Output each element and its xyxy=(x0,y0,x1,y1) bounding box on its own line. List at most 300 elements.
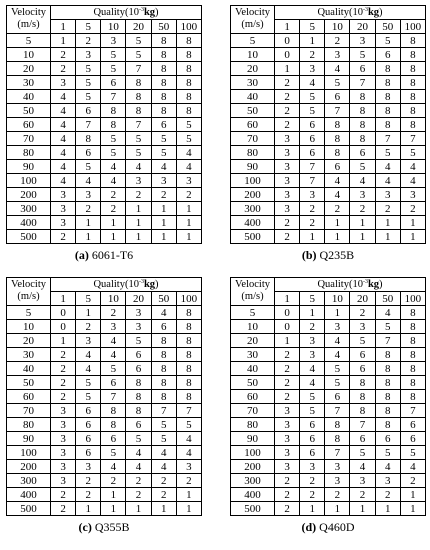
value-cell: 3 xyxy=(350,320,375,334)
quality-exponent: -3 xyxy=(362,6,368,13)
value-cell: 4 xyxy=(126,160,151,174)
value-cell: 8 xyxy=(176,348,201,362)
velocity-cell: 500 xyxy=(7,230,51,244)
value-cell: 8 xyxy=(151,48,176,62)
value-cell: 4 xyxy=(375,174,400,188)
table-row xyxy=(7,146,202,160)
value-cell: 5 xyxy=(126,132,151,146)
value-cell: 5 xyxy=(126,146,151,160)
quality-column-header: 50 xyxy=(151,292,176,306)
value-cell: 1 xyxy=(76,216,101,230)
value-cell: 0 xyxy=(275,34,300,48)
value-cell: 5 xyxy=(126,334,151,348)
value-cell: 2 xyxy=(101,474,126,488)
value-cell: 8 xyxy=(375,404,400,418)
value-cell: 5 xyxy=(76,76,101,90)
velocity-cell: 40 xyxy=(231,90,275,104)
data-table xyxy=(230,277,426,516)
value-cell: 5 xyxy=(176,118,201,132)
value-cell: 1 xyxy=(325,216,350,230)
value-cell: 2 xyxy=(76,34,101,48)
value-cell: 6 xyxy=(76,146,101,160)
table-row xyxy=(231,376,426,390)
value-cell: 2 xyxy=(325,488,350,502)
value-cell: 2 xyxy=(275,216,300,230)
value-cell: 5 xyxy=(101,446,126,460)
value-cell: 5 xyxy=(350,334,375,348)
value-cell: 5 xyxy=(325,376,350,390)
value-cell: 4 xyxy=(325,348,350,362)
velocity-label: Velocity xyxy=(11,279,46,290)
value-cell: 6 xyxy=(375,48,400,62)
value-cell: 8 xyxy=(400,362,425,376)
velocity-cell: 400 xyxy=(7,216,51,230)
value-cell: 6 xyxy=(350,432,375,446)
value-cell: 4 xyxy=(51,132,76,146)
value-cell: 3 xyxy=(76,188,101,202)
velocity-cell: 60 xyxy=(231,390,275,404)
value-cell: 6 xyxy=(151,320,176,334)
velocity-cell: 60 xyxy=(231,118,275,132)
value-cell: 1 xyxy=(101,216,126,230)
velocity-cell: 100 xyxy=(231,174,275,188)
value-cell: 8 xyxy=(350,118,375,132)
value-cell: 1 xyxy=(400,488,425,502)
value-cell: 1 xyxy=(176,230,201,244)
value-cell: 5 xyxy=(76,376,101,390)
caption-material: Q235B xyxy=(319,248,355,262)
quality-column-header: 100 xyxy=(176,20,201,34)
value-cell: 7 xyxy=(375,334,400,348)
value-cell: 7 xyxy=(76,118,101,132)
velocity-cell: 70 xyxy=(7,132,51,146)
value-cell: 6 xyxy=(126,418,151,432)
value-cell: 8 xyxy=(350,376,375,390)
value-cell: 2 xyxy=(101,306,126,320)
value-cell: 3 xyxy=(350,474,375,488)
value-cell: 3 xyxy=(76,334,101,348)
value-cell: 0 xyxy=(275,48,300,62)
value-cell: 8 xyxy=(400,390,425,404)
quality-column-header: 10 xyxy=(101,20,126,34)
value-cell: 2 xyxy=(51,390,76,404)
value-cell: 8 xyxy=(350,104,375,118)
velocity-cell: 50 xyxy=(231,376,275,390)
velocity-unit: (m/s) xyxy=(17,291,40,302)
data-table xyxy=(6,277,202,516)
quality-header xyxy=(275,278,426,292)
value-cell: 8 xyxy=(176,334,201,348)
value-cell: 4 xyxy=(151,306,176,320)
data-table xyxy=(230,5,426,244)
value-cell: 3 xyxy=(126,306,151,320)
value-cell: 2 xyxy=(275,474,300,488)
table-row xyxy=(231,390,426,404)
quality-unit: kg xyxy=(143,6,156,18)
velocity-label: Velocity xyxy=(11,7,46,18)
quality-column-header: 10 xyxy=(325,292,350,306)
value-cell: 2 xyxy=(275,488,300,502)
value-cell: 4 xyxy=(300,76,325,90)
table-row xyxy=(231,90,426,104)
table-row xyxy=(231,460,426,474)
value-cell: 7 xyxy=(126,118,151,132)
quality-prefix: Quality(10 xyxy=(93,278,139,290)
value-cell: 7 xyxy=(325,446,350,460)
velocity-cell: 70 xyxy=(7,404,51,418)
value-cell: 1 xyxy=(275,62,300,76)
value-cell: 2 xyxy=(275,348,300,362)
table-row xyxy=(7,320,202,334)
quality-column-header: 50 xyxy=(375,20,400,34)
quality-column-header: 20 xyxy=(126,20,151,34)
value-cell: 2 xyxy=(51,502,76,516)
value-cell: 1 xyxy=(126,230,151,244)
velocity-header xyxy=(231,6,275,34)
table-row xyxy=(231,216,426,230)
table-row xyxy=(231,34,426,48)
velocity-cell: 500 xyxy=(231,502,275,516)
value-cell: 5 xyxy=(101,146,126,160)
table-row xyxy=(7,90,202,104)
value-cell: 3 xyxy=(275,418,300,432)
value-cell: 6 xyxy=(350,348,375,362)
value-cell: 3 xyxy=(325,48,350,62)
value-cell: 3 xyxy=(51,216,76,230)
table-row xyxy=(231,418,426,432)
table-row xyxy=(231,334,426,348)
value-cell: 3 xyxy=(51,460,76,474)
velocity-cell: 30 xyxy=(231,348,275,362)
value-cell: 1 xyxy=(375,216,400,230)
value-cell: 4 xyxy=(101,460,126,474)
quality-unit: kg xyxy=(367,6,380,18)
table-row xyxy=(7,376,202,390)
value-cell: 4 xyxy=(300,362,325,376)
velocity-cell: 300 xyxy=(7,474,51,488)
value-cell: 1 xyxy=(51,34,76,48)
value-cell: 6 xyxy=(101,376,126,390)
value-cell: 8 xyxy=(151,376,176,390)
value-cell: 4 xyxy=(51,160,76,174)
value-cell: 8 xyxy=(325,132,350,146)
value-cell: 5 xyxy=(300,390,325,404)
table-row xyxy=(231,320,426,334)
table-panel-q235b xyxy=(230,5,426,263)
quality-exponent: -3 xyxy=(138,278,144,285)
value-cell: 7 xyxy=(101,90,126,104)
value-cell: 6 xyxy=(300,446,325,460)
value-cell: 1 xyxy=(76,230,101,244)
quality-prefix: Quality(10 xyxy=(317,278,363,290)
value-cell: 4 xyxy=(375,306,400,320)
value-cell: 6 xyxy=(76,432,101,446)
value-cell: 8 xyxy=(375,76,400,90)
value-cell: 2 xyxy=(275,376,300,390)
value-cell: 8 xyxy=(400,76,425,90)
value-cell: 2 xyxy=(275,118,300,132)
value-cell: 2 xyxy=(300,216,325,230)
velocity-cell: 90 xyxy=(231,432,275,446)
value-cell: 8 xyxy=(176,390,201,404)
velocity-cell: 100 xyxy=(7,446,51,460)
value-cell: 8 xyxy=(400,306,425,320)
value-cell: 5 xyxy=(375,146,400,160)
value-cell: 8 xyxy=(375,418,400,432)
value-cell: 8 xyxy=(400,334,425,348)
value-cell: 8 xyxy=(400,62,425,76)
quality-suffix: ) xyxy=(155,278,159,290)
quality-column-header: 1 xyxy=(51,292,76,306)
value-cell: 6 xyxy=(151,118,176,132)
velocity-label: Velocity xyxy=(235,279,270,290)
value-cell: 2 xyxy=(350,306,375,320)
value-cell: 3 xyxy=(300,460,325,474)
value-cell: 8 xyxy=(176,76,201,90)
value-cell: 4 xyxy=(76,348,101,362)
table-row xyxy=(231,474,426,488)
table-row xyxy=(7,174,202,188)
table-row xyxy=(7,132,202,146)
value-cell: 7 xyxy=(400,404,425,418)
value-cell: 4 xyxy=(151,160,176,174)
value-cell: 3 xyxy=(51,404,76,418)
velocity-cell: 400 xyxy=(231,488,275,502)
table-row xyxy=(7,188,202,202)
value-cell: 2 xyxy=(76,488,101,502)
velocity-cell: 30 xyxy=(7,348,51,362)
value-cell: 2 xyxy=(126,488,151,502)
value-cell: 3 xyxy=(275,446,300,460)
value-cell: 1 xyxy=(176,488,201,502)
velocity-cell: 90 xyxy=(231,160,275,174)
value-cell: 8 xyxy=(350,404,375,418)
velocity-cell: 70 xyxy=(231,404,275,418)
value-cell: 2 xyxy=(300,474,325,488)
value-cell: 2 xyxy=(275,76,300,90)
value-cell: 3 xyxy=(275,404,300,418)
value-cell: 8 xyxy=(126,376,151,390)
velocity-header xyxy=(231,278,275,306)
value-cell: 7 xyxy=(101,390,126,404)
value-cell: 1 xyxy=(76,502,101,516)
value-cell: 4 xyxy=(101,174,126,188)
quality-column-header: 100 xyxy=(176,292,201,306)
value-cell: 7 xyxy=(400,132,425,146)
velocity-header xyxy=(7,278,51,306)
value-cell: 1 xyxy=(350,216,375,230)
value-cell: 3 xyxy=(300,334,325,348)
value-cell: 8 xyxy=(375,362,400,376)
quality-header xyxy=(51,6,202,20)
table-row xyxy=(7,104,202,118)
value-cell: 6 xyxy=(126,362,151,376)
value-cell: 4 xyxy=(151,460,176,474)
value-cell: 3 xyxy=(126,320,151,334)
value-cell: 3 xyxy=(300,62,325,76)
value-cell: 3 xyxy=(76,460,101,474)
velocity-cell: 300 xyxy=(231,474,275,488)
velocity-unit: (m/s) xyxy=(17,19,40,30)
quality-column-header: 50 xyxy=(151,20,176,34)
caption-material: Q355B xyxy=(94,520,130,534)
quality-column-header: 1 xyxy=(275,20,300,34)
value-cell: 3 xyxy=(275,132,300,146)
value-cell: 7 xyxy=(300,160,325,174)
value-cell: 3 xyxy=(325,320,350,334)
velocity-cell: 500 xyxy=(231,230,275,244)
value-cell: 5 xyxy=(76,160,101,174)
value-cell: 5 xyxy=(325,362,350,376)
value-cell: 2 xyxy=(126,474,151,488)
value-cell: 2 xyxy=(51,362,76,376)
value-cell: 1 xyxy=(101,230,126,244)
value-cell: 3 xyxy=(76,48,101,62)
value-cell: 2 xyxy=(76,474,101,488)
quality-prefix: Quality(10 xyxy=(93,6,139,18)
table-row xyxy=(7,230,202,244)
value-cell: 2 xyxy=(176,474,201,488)
quality-header xyxy=(51,278,202,292)
value-cell: 8 xyxy=(375,104,400,118)
value-cell: 4 xyxy=(51,118,76,132)
value-cell: 8 xyxy=(101,418,126,432)
value-cell: 2 xyxy=(151,488,176,502)
value-cell: 2 xyxy=(176,188,201,202)
value-cell: 7 xyxy=(176,404,201,418)
value-cell: 1 xyxy=(350,502,375,516)
caption-letter: (a) xyxy=(74,248,89,262)
value-cell: 8 xyxy=(126,104,151,118)
value-cell: 2 xyxy=(300,320,325,334)
value-cell: 4 xyxy=(126,446,151,460)
value-cell: 2 xyxy=(350,488,375,502)
value-cell: 3 xyxy=(275,202,300,216)
table-row xyxy=(231,48,426,62)
velocity-cell: 200 xyxy=(231,460,275,474)
value-cell: 5 xyxy=(350,48,375,62)
value-cell: 3 xyxy=(275,460,300,474)
value-cell: 1 xyxy=(300,230,325,244)
value-cell: 4 xyxy=(76,362,101,376)
velocity-cell: 30 xyxy=(7,76,51,90)
value-cell: 6 xyxy=(101,76,126,90)
value-cell: 8 xyxy=(151,334,176,348)
value-cell: 1 xyxy=(400,216,425,230)
quality-column-header: 20 xyxy=(350,20,375,34)
quality-column-header: 5 xyxy=(300,20,325,34)
value-cell: 5 xyxy=(300,104,325,118)
value-cell: 5 xyxy=(126,34,151,48)
value-cell: 6 xyxy=(300,432,325,446)
value-cell: 3 xyxy=(275,160,300,174)
table-caption xyxy=(230,519,426,535)
value-cell: 5 xyxy=(176,132,201,146)
header-row xyxy=(231,6,426,20)
quality-column-header: 100 xyxy=(400,20,425,34)
table-row xyxy=(7,502,202,516)
table-row xyxy=(231,348,426,362)
value-cell: 8 xyxy=(176,362,201,376)
velocity-cell: 60 xyxy=(7,390,51,404)
value-cell: 0 xyxy=(51,306,76,320)
velocity-cell: 40 xyxy=(7,90,51,104)
value-cell: 4 xyxy=(350,460,375,474)
value-cell: 4 xyxy=(101,334,126,348)
value-cell: 1 xyxy=(300,34,325,48)
value-cell: 5 xyxy=(176,418,201,432)
value-cell: 2 xyxy=(51,488,76,502)
value-cell: 1 xyxy=(375,502,400,516)
table-row xyxy=(7,418,202,432)
value-cell: 7 xyxy=(151,404,176,418)
table-row xyxy=(7,474,202,488)
value-cell: 3 xyxy=(51,474,76,488)
value-cell: 4 xyxy=(325,188,350,202)
velocity-cell: 5 xyxy=(231,306,275,320)
table-row xyxy=(7,306,202,320)
table-row xyxy=(231,104,426,118)
value-cell: 3 xyxy=(51,446,76,460)
value-cell: 2 xyxy=(76,202,101,216)
value-cell: 2 xyxy=(51,230,76,244)
velocity-cell: 200 xyxy=(231,188,275,202)
value-cell: 8 xyxy=(151,104,176,118)
value-cell: 5 xyxy=(375,320,400,334)
value-cell: 3 xyxy=(126,174,151,188)
table-row xyxy=(7,334,202,348)
value-cell: 3 xyxy=(176,174,201,188)
value-cell: 8 xyxy=(350,90,375,104)
velocity-cell: 10 xyxy=(7,320,51,334)
value-cell: 2 xyxy=(375,488,400,502)
value-cell: 5 xyxy=(325,76,350,90)
value-cell: 1 xyxy=(325,230,350,244)
value-cell: 5 xyxy=(151,432,176,446)
value-cell: 6 xyxy=(350,146,375,160)
value-cell: 3 xyxy=(275,188,300,202)
quality-column-header: 10 xyxy=(325,20,350,34)
velocity-cell: 20 xyxy=(7,62,51,76)
value-cell: 6 xyxy=(350,62,375,76)
table-caption xyxy=(6,247,202,263)
value-cell: 5 xyxy=(126,48,151,62)
value-cell: 8 xyxy=(350,390,375,404)
velocity-cell: 100 xyxy=(231,446,275,460)
value-cell: 8 xyxy=(126,404,151,418)
velocity-cell: 20 xyxy=(7,334,51,348)
value-cell: 8 xyxy=(375,376,400,390)
velocity-cell: 5 xyxy=(231,34,275,48)
quality-column-header: 5 xyxy=(300,292,325,306)
velocity-cell: 70 xyxy=(231,132,275,146)
value-cell: 2 xyxy=(76,320,101,334)
velocity-cell: 300 xyxy=(231,202,275,216)
quality-suffix: ) xyxy=(379,278,383,290)
value-cell: 8 xyxy=(101,118,126,132)
value-cell: 2 xyxy=(101,202,126,216)
value-cell: 8 xyxy=(400,118,425,132)
value-cell: 8 xyxy=(176,320,201,334)
caption-material: Q460D xyxy=(319,520,355,534)
value-cell: 6 xyxy=(375,432,400,446)
value-cell: 6 xyxy=(325,390,350,404)
value-cell: 1 xyxy=(176,502,201,516)
value-cell: 8 xyxy=(176,306,201,320)
velocity-cell: 5 xyxy=(7,34,51,48)
value-cell: 1 xyxy=(350,230,375,244)
velocity-cell: 500 xyxy=(7,502,51,516)
